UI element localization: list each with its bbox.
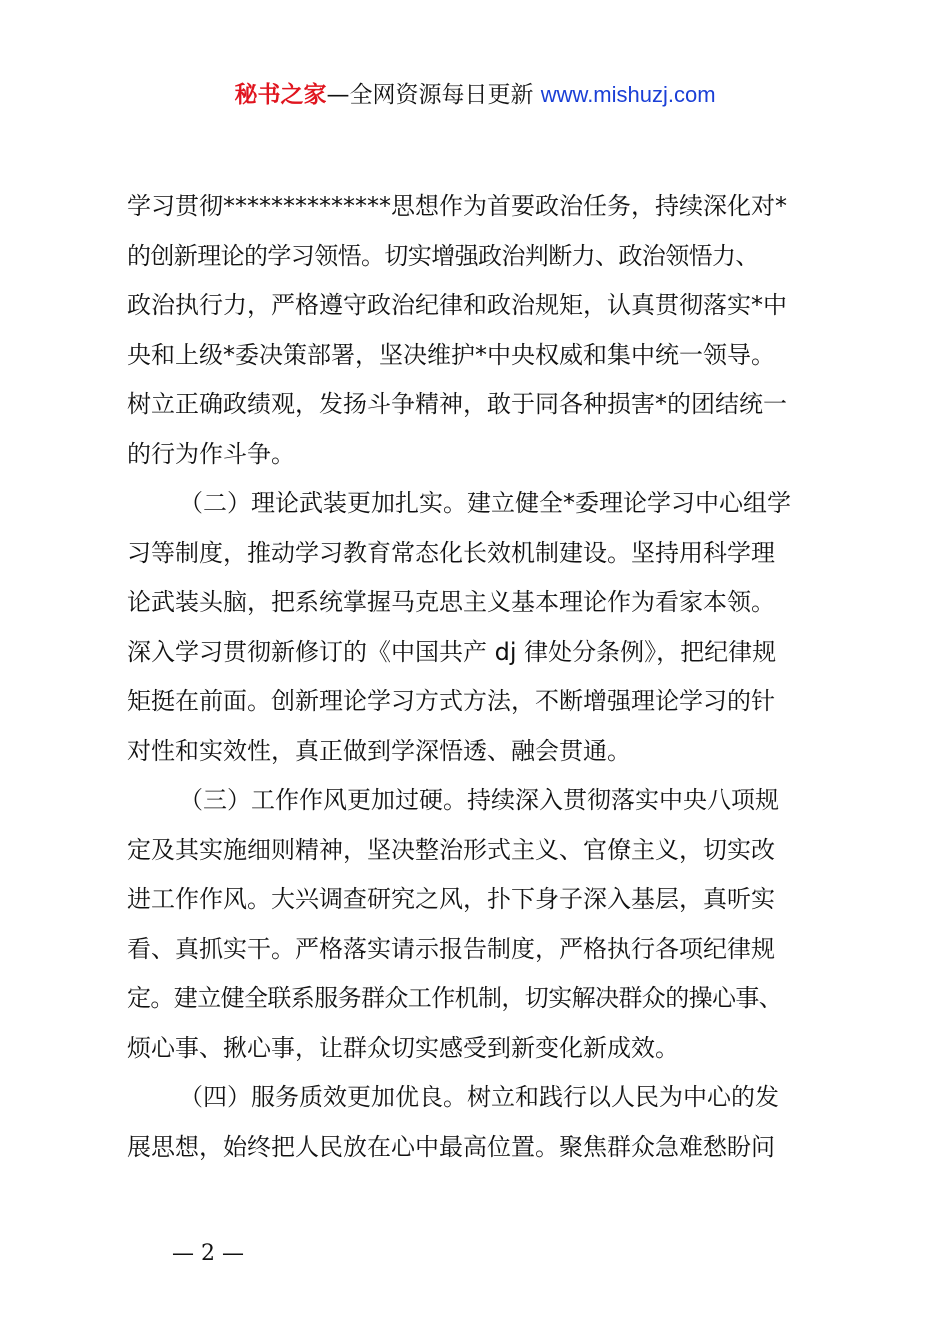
document-body xyxy=(127,182,833,1172)
text-line: 习等制度，推动学习教育常态化长效机制建设。坚持用科学理 xyxy=(127,538,775,567)
text-line: 论武装头脑，把系统掌握马克思主义基本理论作为看家本领。 xyxy=(127,588,775,616)
text-line: 深入学习贯彻新修订的《中国共产 dj 律处分条例》，把纪律规 xyxy=(127,637,777,666)
brand-name: 秘书之家 xyxy=(234,82,327,108)
text-line: 对性和实效性，真正做到学深悟透、融会贯通。 xyxy=(127,736,631,765)
text-line: 的创新理论的学习领悟。切实增强政治判断力、政治领悟力、 xyxy=(127,241,759,270)
paragraph-start-line: （二）理论武装更加扎实。建立健全*委理论学习中心组学 xyxy=(179,489,791,517)
page-number: — 2 — xyxy=(172,1241,244,1266)
text-line: 的行为作斗争。 xyxy=(127,439,295,468)
text-line: 烦心事、揪心事，让群众切实感受到新变化新成效。 xyxy=(127,1033,679,1062)
text-line: 展思想，始终把人民放在心中最高位置。聚焦群众急难愁盼问 xyxy=(127,1132,775,1161)
text-line: 定及其实施细则精神，坚决整治形式主义、官僚主义，切实改 xyxy=(127,835,775,864)
text-line: 矩挺在前面。创新理论学习方式方法，不断增强理论学习的针 xyxy=(127,687,775,715)
text-line: 政治执行力，严格遵守政治纪律和政治规矩，认真贯彻落实*中 xyxy=(127,291,787,319)
text-line: 定。建立健全联系服务群众工作机制，切实解决群众的操心事、 xyxy=(127,984,783,1012)
page-header xyxy=(0,78,950,112)
text-line: 央和上级*委决策部署，坚决维护*中央权威和集中统一领导。 xyxy=(127,340,775,369)
site-url-link[interactable]: www.mishuzj.com xyxy=(540,82,716,107)
text-line: 树立正确政绩观，发扬斗争精神，敢于同各种损害*的团结统一 xyxy=(127,390,787,418)
paragraph-start-line: （三）工作作风更加过硬。持续深入贯彻落实中央八项规 xyxy=(179,786,779,814)
text-line: 看、真抓实干。严格落实请示报告制度，严格执行各项纪律规 xyxy=(127,934,775,963)
text-line: 学习贯彻**************思想作为首要政治任务，持续深化对* xyxy=(127,192,787,220)
paragraph-start-line: （四）服务质效更加优良。树立和践行以人民为中心的发 xyxy=(179,1083,779,1111)
text-line: 进工作作风。大兴调查研究之风，扑下身子深入基层，真听实 xyxy=(127,885,775,913)
header-tagline: —全网资源每日更新 xyxy=(326,82,541,108)
